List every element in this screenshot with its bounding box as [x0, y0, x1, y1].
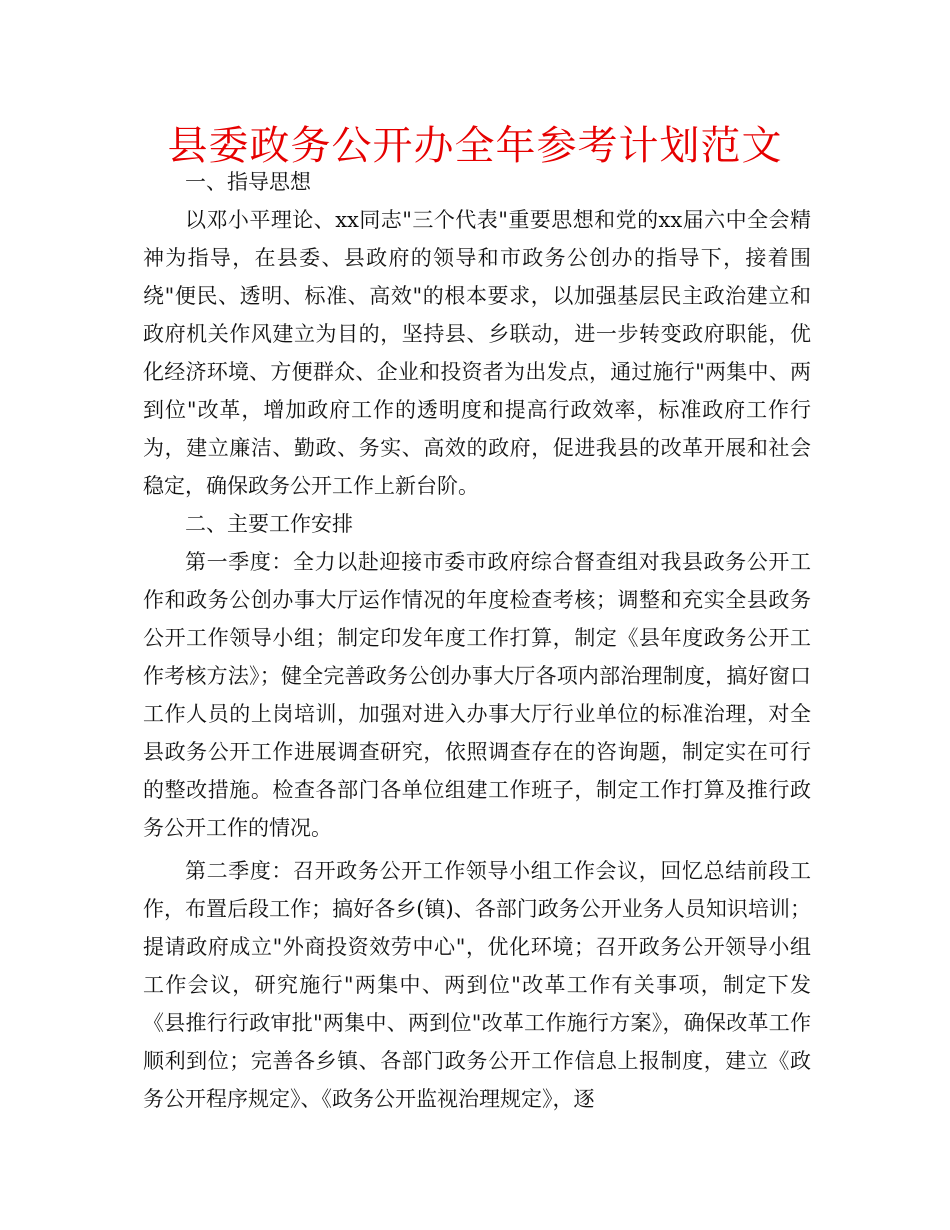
- section-heading-main-work: 二、主要工作安排: [185, 512, 353, 536]
- guiding-thought-paragraph: 以邓小平理论、xx同志"三个代表"重要思想和党的xx届六中全会精神为指导，在县委、县政府的领导和市政务公创办的指导下，接着围绕"便民、透明、标准、高效"的根本要求，以加强基层民主政治建立和政府机关作风建立为目的，坚持县、乡联动，进一步转变政府职能，优化经济环境、方便群众、企业和投资者为出发点，通过施行"两集中、两到位"改革，增加政府工作的透明度和提高行政效率，标准政府工作行为，建立廉洁、勤政、务实、高效的政府，促进我县的改革开展和社会稳定，确保政务公开工作上新台阶。: [143, 208, 811, 498]
- document-body: [143, 163, 811, 1118]
- first-quarter-paragraph: 第一季度：全力以赴迎接市委市政府综合督查组对我县政务公开工作和政务公创办事大厅运作情况的年度检查考核；调整和充实全县政务公开工作领导小组；制定印发年度工作打算，制定《县年度政务公开工作考核方法》；健全完善政务公创办事大厅各项内部治理制度，搞好窗口工作人员的上岗培训，加强对进入办事大厅行业单位的标准治理，对全县政务公开工作进展调查研究，依照调查存在的咨询题，制定实在可行的整改措施。检查各部门各单位组建工作班子，制定工作打算及推行政务公开工作的情况。: [143, 550, 811, 840]
- section-heading-guiding-thought: 一、指导思想: [185, 170, 311, 194]
- document-title: 县委政务公开办全年参考计划范文: [167, 123, 783, 169]
- second-quarter-paragraph: 第二季度：召开政务公开工作领导小组工作会议，回忆总结前段工作，布置后段工作；搞好各乡(镇)、各部门政务公开业务人员知识培训；提请政府成立"外商投资效劳中心"，优化环境；召开政务公开领导小组工作会议，研究施行"两集中、两到位"改革工作有关事项，制定下发《县推行行政审批"两集中、两到位"改革工作施行方案》，确保改革工作顺利到位；完善各乡镇、各部门政务公开工作信息上报制度，建立《政务公开程序规定》、《政务公开监视治理规定》，逐: [143, 859, 811, 1111]
